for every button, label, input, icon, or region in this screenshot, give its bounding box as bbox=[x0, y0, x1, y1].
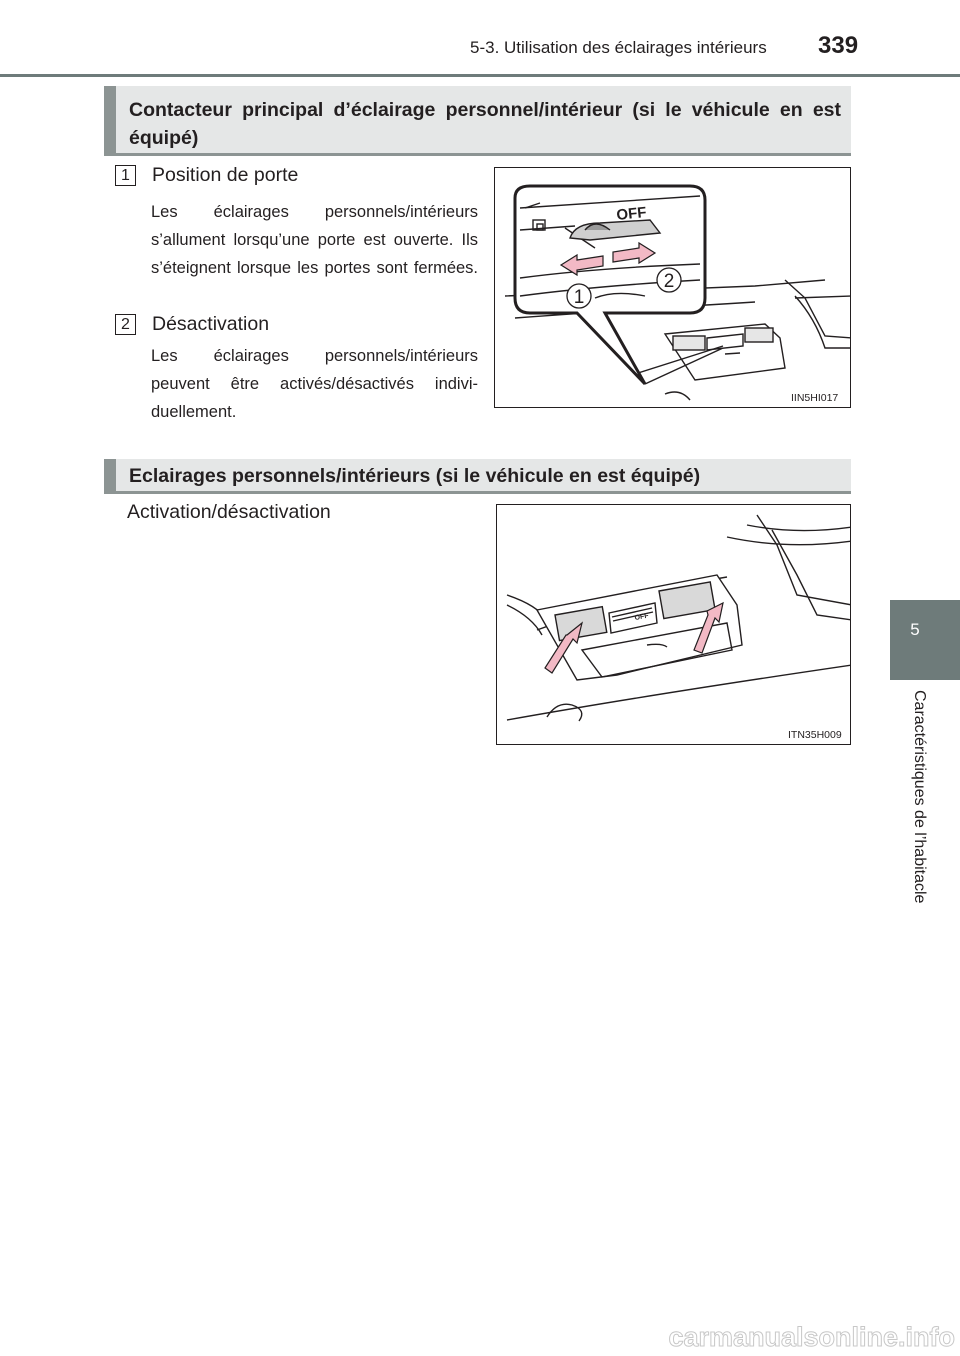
chapter-title-vertical bbox=[908, 690, 932, 940]
item-text-deactivation: Les éclairages personnels/intérieurs peuvent être activés/désactivés indivi-duellement. bbox=[151, 347, 478, 421]
header-divider bbox=[0, 74, 960, 77]
off-label: OFF bbox=[615, 203, 648, 224]
figure-code-1: IIN5HI017 bbox=[791, 392, 839, 404]
item-label-deactivation: Désactivation bbox=[152, 313, 270, 335]
activation-label: Activation/désactivation bbox=[127, 501, 331, 523]
header-section-title: 5-3. Utilisation des éclairages intérieurs bbox=[470, 38, 767, 57]
main-switch-illustration bbox=[495, 168, 851, 408]
figure-personal-lights bbox=[496, 504, 851, 745]
item-number-1: 1 bbox=[115, 165, 136, 186]
chapter-title: Caractéristiques de l’habitacle bbox=[911, 690, 928, 904]
footer-watermark bbox=[0, 1316, 960, 1351]
callout-1: 1 bbox=[573, 287, 585, 308]
figure-main-switch bbox=[494, 167, 851, 408]
item-text-door-position: Les éclairages personnels/intérieurs s’allument lorsqu’une porte est ouverte. Ils s’éteignent lorsque les portes sont fermées. bbox=[151, 203, 478, 277]
section-heading-main-switch: Contacteur principal d’éclairage personnel/intérieur (si le véhicule en est équipé) bbox=[104, 86, 851, 156]
chapter-tab bbox=[890, 600, 960, 680]
personal-lights-illustration bbox=[497, 505, 851, 745]
item-label-door-position: Position de porte bbox=[152, 164, 299, 186]
item-number-2: 2 bbox=[115, 314, 136, 335]
watermark-text: carmanualsonline.info bbox=[668, 1322, 955, 1351]
page-number: 339 bbox=[818, 32, 859, 59]
chapter-number: 5 bbox=[910, 620, 920, 639]
off-label-small: OFF bbox=[634, 612, 650, 622]
section-heading-personal-lights: Eclairages personnels/intérieurs (si le véhicule en est équipé) bbox=[104, 459, 851, 494]
callout-2: 2 bbox=[663, 271, 675, 292]
figure-code-2: ITN35H009 bbox=[788, 729, 842, 741]
